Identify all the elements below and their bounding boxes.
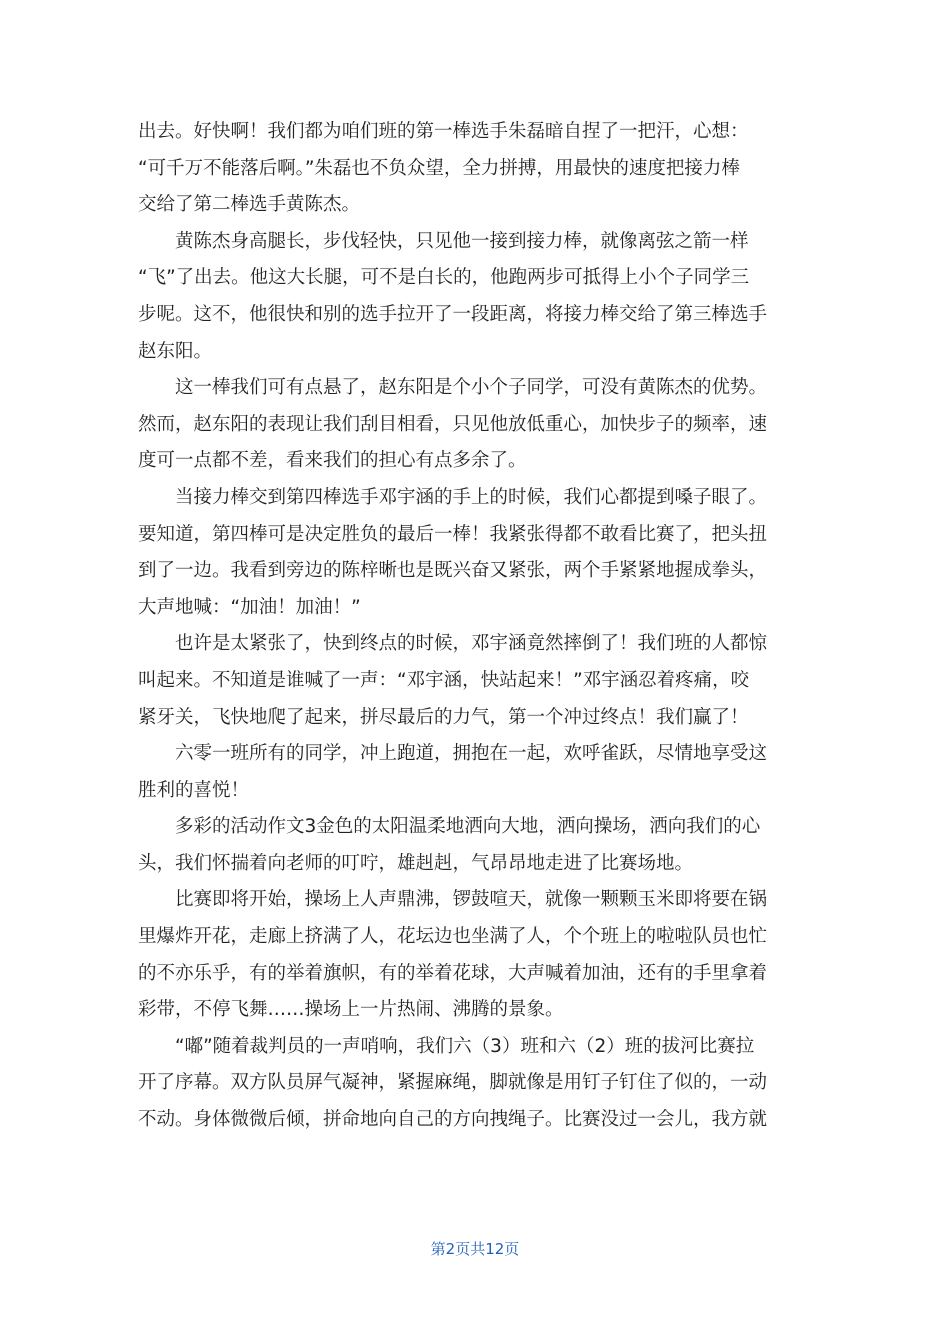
text-line: 步呢。这不，他很快和别的选手拉开了一段距离，将接力棒交给了第三棒选手 xyxy=(138,303,768,325)
text-line: 然而，赵东阳的表现让我们刮目相看，只见他放低重心，加快步子的频率，速 xyxy=(138,413,768,435)
paragraph-start-line: 比赛即将开始，操场上人声鼎沸，锣鼓喧天，就像一颗颗玉米即将要在锅 xyxy=(175,889,768,911)
text-line: 叫起来。不知道是谁喊了一声：“邓宇涵，快站起来！”邓宇涵忍着疼痛，咬 xyxy=(138,669,750,691)
body-text xyxy=(138,114,814,1139)
text-line: “可千万不能落后啊。”朱磊也不负众望，全力拼搏，用最快的速度把接力棒 xyxy=(138,157,740,179)
text-line: 胜利的喜悦！ xyxy=(138,779,250,801)
paragraph-start-line: 六零一班所有的同学，冲上跑道，拥抱在一起，欢呼雀跃，尽情地享受这 xyxy=(175,743,768,765)
page-number: 第2页共12页 xyxy=(430,1240,520,1258)
text-line: 大声地喊：“加油！加油！” xyxy=(138,596,361,618)
text-line: 不动。身体微微后倾，拼命地向自己的方向拽绳子。比赛没过一会儿，我方就 xyxy=(138,1109,768,1131)
text-line: 到了一边。我看到旁边的陈梓晰也是既兴奋又紧张，两个手紧紧地握成拳头， xyxy=(138,560,768,582)
text-line: 头，我们怀揣着向老师的叮咛，雄赳赳，气昂昂地走进了比赛场地。 xyxy=(138,852,694,874)
text-line: 赵东阳。 xyxy=(138,340,213,362)
text-line: 开了序幕。双方队员屏气凝神，紧握麻绳，脚就像是用钉子钉住了似的，一动 xyxy=(138,1072,768,1094)
text-line: “飞”了出去。他这大长腿，可不是白长的，他跑两步可抵得上小个子同学三 xyxy=(138,267,750,289)
paragraph-start-line: 当接力棒交到第四棒选手邓宇涵的手上的时候，我们心都提到嗓子眼了。 xyxy=(175,486,768,508)
text-line: 度可一点都不差，看来我们的担心有点多余了。 xyxy=(138,450,527,472)
text-line: 出去。好快啊！我们都为咱们班的第一棒选手朱磊暗自捏了一把汗，心想： xyxy=(138,121,749,142)
paragraph-start-line: 这一棒我们可有点悬了，赵东阳是个小个子同学，可没有黄陈杰的优势。 xyxy=(175,377,768,399)
paragraph-start-line: 多彩的活动作文3金色的太阳温柔地洒向大地，洒向操场，洒向我们的心 xyxy=(175,816,761,838)
paragraph-start-line: 黄陈杰身高腿长，步伐轻快，只见他一接到接力棒，就像离弦之箭一样 xyxy=(175,230,749,252)
text-line: 彩带，不停飞舞……操场上一片热闹、沸腾的景象。 xyxy=(138,999,564,1021)
paragraph-start-line: “嘟”随着裁判员的一声哨响，我们六（3）班和六（2）班的拔河比赛拉 xyxy=(175,1035,755,1057)
paragraph-start-line: 也许是太紧张了，快到终点的时候，邓宇涵竟然摔倒了！我们班的人都惊 xyxy=(175,633,768,655)
text-line: 交给了第二棒选手黄陈杰。 xyxy=(138,194,361,216)
text-line: 紧牙关，飞快地爬了起来，拼尽最后的力气，第一个冲过终点！我们赢了！ xyxy=(138,706,749,728)
text-line: 要知道，第四棒可是决定胜负的最后一棒！我紧张得都不敢看比赛了，把头扭 xyxy=(138,523,768,545)
text-line: 里爆炸开花，走廊上挤满了人，花坛边也坐满了人，个个班上的啦啦队员也忙 xyxy=(138,926,768,948)
text-line: 的不亦乐乎，有的举着旗帜，有的举着花球，大声喊着加油，还有的手里拿着 xyxy=(138,962,768,984)
